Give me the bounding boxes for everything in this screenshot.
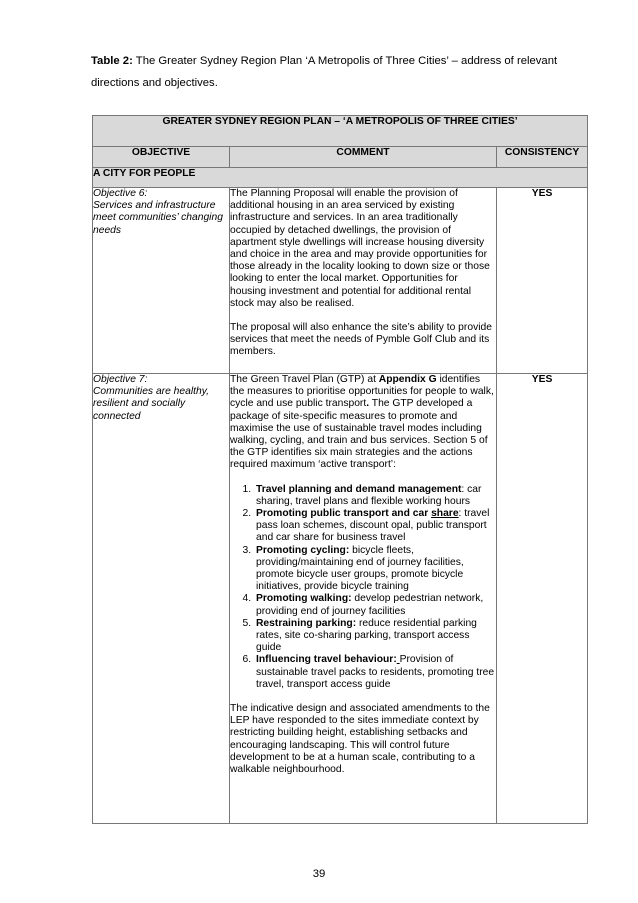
objective-number: Objective 7: [93, 374, 148, 385]
consistency-cell: YES [497, 374, 588, 824]
strategy-title-part: Promoting public transport and car [256, 508, 432, 520]
intro-period: . [366, 398, 370, 410]
intro-text: identifies the measures to prioritise opportunities for people to walk, cycle and use public transport [230, 374, 494, 410]
list-item [254, 593, 496, 617]
caption-text: The Greater Sydney Region Plan ‘A Metropolis of Three Cities’ – address of relevant directions and objectives. [91, 55, 558, 89]
strategy-text: bicycle fleets, providing/maintaining end of journey facilities, promote bicycle user groups, promote bicycle initiatives, provide bicycle training [256, 544, 464, 593]
table-header-row [93, 147, 588, 168]
strategy-text: : travel pass loan schemes, discount opal, public transport and car share for business travel [256, 508, 490, 544]
comment-closing: The indicative design and associated amendments to the LEP have responded to the sites immediate context by restricting building height, establishing setbacks and encouraging landscaping. This will control future development to be at a human scale, contributing to a walkable neighbourhood. [230, 703, 490, 776]
objective-text: Services and infrastructure meet communities’ changing needs [93, 200, 223, 236]
header-comment: COMMENT [230, 147, 497, 168]
region-plan-table [92, 115, 588, 824]
strategy-title: Promoting walking: [256, 593, 352, 605]
strategy-list [230, 484, 496, 691]
section-row [93, 168, 588, 188]
header-consistency: CONSISTENCY [497, 147, 588, 168]
strategy-title: Restraining parking: [256, 617, 357, 629]
caption-label: Table 2: [91, 55, 133, 67]
strategy-text: reduce residential parking rates, site co-sharing parking, transport access guide [256, 617, 477, 654]
objective-text: Communities are healthy, resilient and socially connected [93, 386, 209, 422]
strategy-title: Travel planning and demand management [256, 483, 462, 495]
list-item [254, 618, 496, 655]
list-item [254, 484, 496, 508]
comment-paragraph: The proposal will also enhance the site’s ability to provide services that meet the needs of Pymble Golf Club and its members. [230, 322, 492, 358]
comment-paragraph: The Planning Proposal will enable the provision of additional housing in an area serviced by existing infrastructure and services. In an area traditionally occupied by detached dwellings, the provision of apartment style dwellings will increase housing diversity and choice in the area and may provide opportunities for those already in the locality looking to down size or those looking to enter the local market. Opportunities for housing investment and potential for additional rental stock may also be realised. [230, 188, 490, 309]
table-title-row [93, 116, 588, 147]
page-number: 39 [312, 868, 326, 880]
list-item [254, 545, 496, 594]
objective-number: Objective 6: [93, 188, 148, 199]
strategy-title-underlined: share [431, 508, 459, 520]
comment-cell [230, 374, 497, 824]
objective-cell [93, 374, 230, 824]
list-item [254, 654, 496, 691]
table-row [93, 374, 588, 824]
consistency-cell: YES [497, 188, 588, 374]
intro-text: The GTP developed a package of site-specific measures to promote and maximise the use of sustainable travel modes including walking, cycling, and train and bus services. Section 5 of the GTP identifies six main strategies and the actions required maximum ‘active transport’: [230, 398, 488, 471]
header-objective: OBJECTIVE [93, 147, 230, 168]
section-heading: A CITY FOR PEOPLE [93, 168, 588, 188]
table-title: GREATER SYDNEY REGION PLAN – ‘A METROPOLIS OF THREE CITIES’ [93, 116, 588, 147]
intro-text: The Green Travel Plan (GTP) at [230, 374, 379, 385]
strategy-text: : car sharing, travel plans and flexible working hours [256, 483, 482, 507]
table-caption [91, 50, 591, 94]
strategy-text: Provision of sustainable travel packs to residents, promoting tree travel, transport access guide [256, 654, 495, 690]
objective-cell [93, 188, 230, 374]
table-row [93, 188, 588, 374]
strategy-title: Influencing travel behaviour: [256, 654, 397, 666]
comment-cell [230, 188, 497, 374]
strategy-title [256, 508, 459, 519]
appendix-ref: Appendix G [378, 374, 437, 385]
comment-intro [230, 374, 496, 472]
strategy-title: Promoting cycling: [256, 544, 350, 556]
strategy-text: develop pedestrian network, providing end of journey facilities [256, 593, 484, 617]
list-item [254, 508, 496, 545]
